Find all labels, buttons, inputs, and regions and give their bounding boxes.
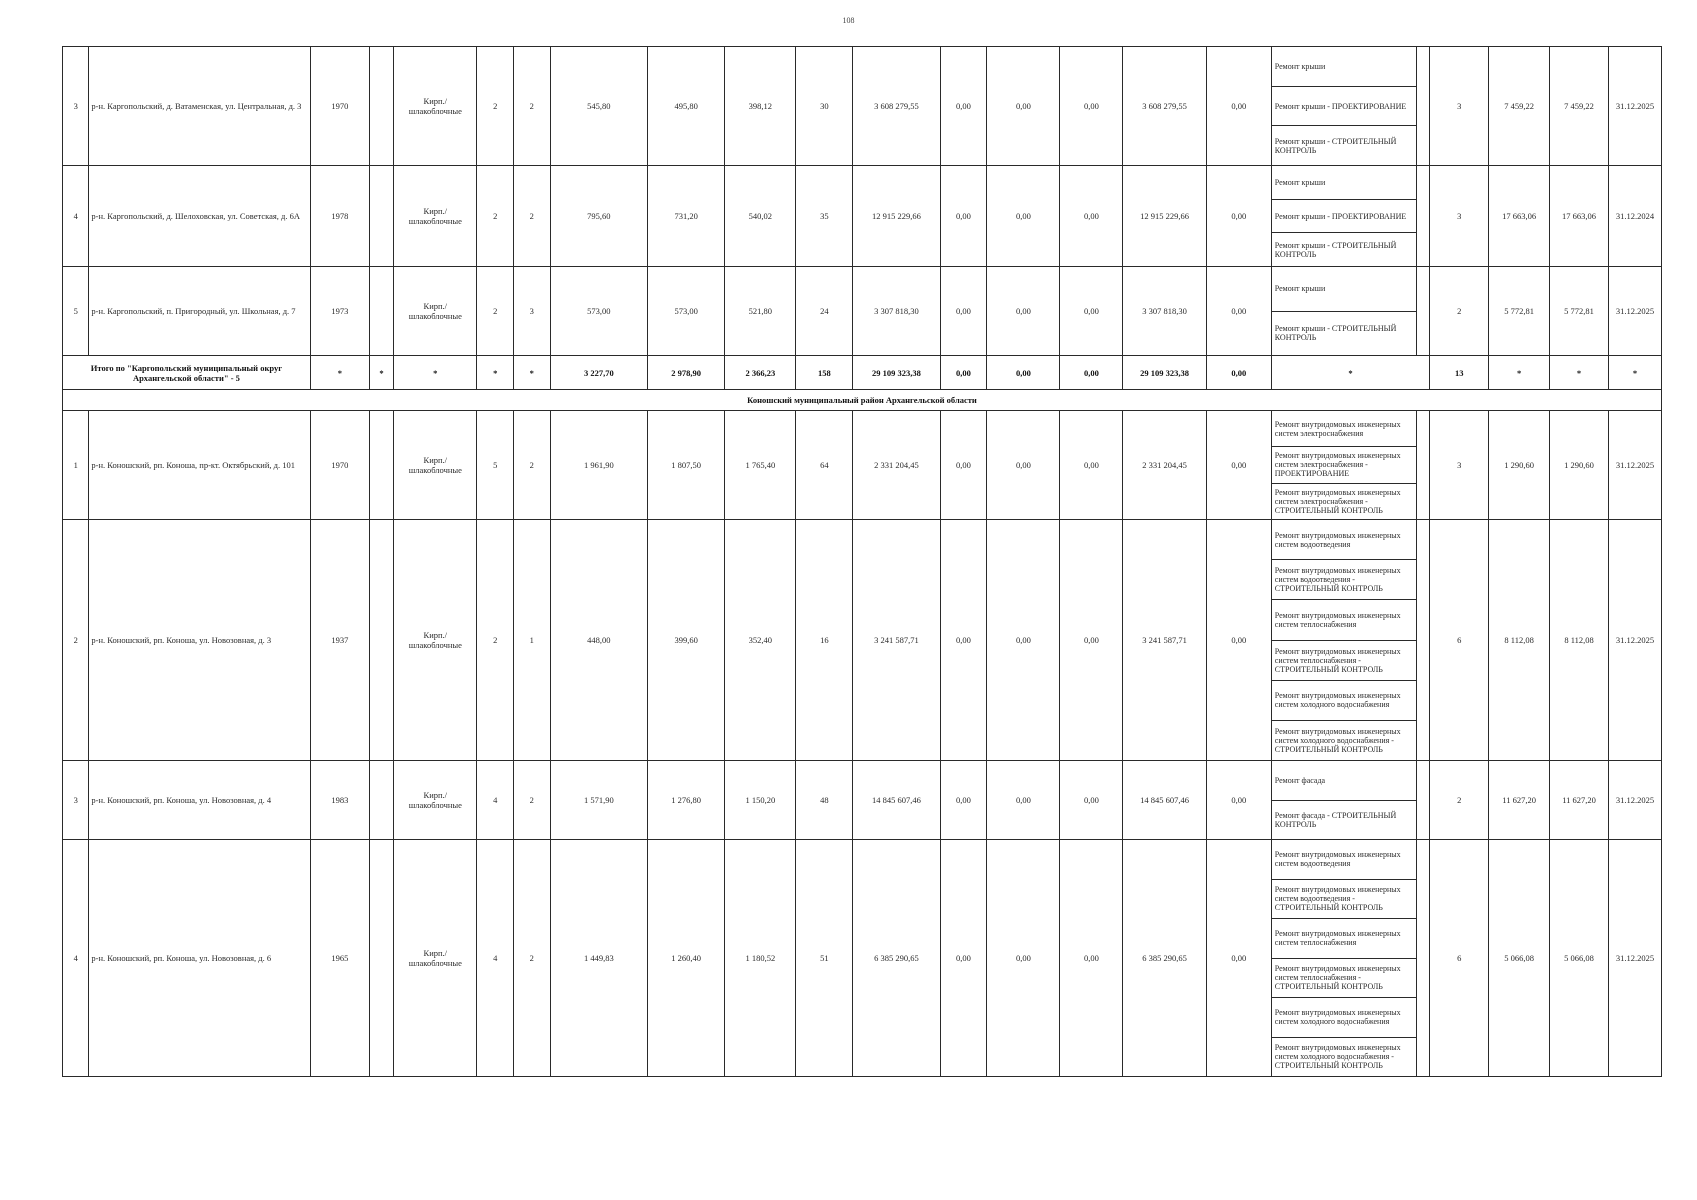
cell-area-resid: 398,12 <box>725 47 796 166</box>
cell-cost-other: 0,00 <box>1206 267 1271 356</box>
cell-cost-other: 0,00 <box>1206 761 1271 840</box>
cell-area-total: 1 449,83 <box>550 840 648 1077</box>
work-item: Ремонт внутридомовых инженерных систем холодного водоснабжения <box>1272 681 1417 721</box>
cell-year-retro <box>369 840 393 1077</box>
cell-cost-total: 3 241 587,71 <box>853 520 940 761</box>
total-star: * <box>1550 356 1609 390</box>
section-title: Коношский муниципальный район Архангельской области <box>63 390 1662 411</box>
cell-unit-cost: 8 112,08 <box>1489 520 1550 761</box>
capital-repair-table <box>62 46 1662 1077</box>
work-item: Ремонт внутридомовых инженерных систем водоотведения <box>1272 840 1417 880</box>
cell-num: 5 <box>63 267 89 356</box>
cell-works-count: 3 <box>1430 166 1489 267</box>
cell-cost-owners: 12 915 229,66 <box>1123 166 1206 267</box>
cell-cost-other: 0,00 <box>1206 166 1271 267</box>
cell-cost-owners: 14 845 607,46 <box>1123 761 1206 840</box>
works-list <box>1271 840 1429 1077</box>
cell-cost-region: 0,00 <box>987 47 1060 166</box>
cell-address: р-н. Коношский, рп. Коноша, ул. Новозовная, д. 6 <box>89 840 310 1077</box>
cell-cost-fund: 0,00 <box>940 840 987 1077</box>
cell-entrances: 3 <box>514 267 551 356</box>
cell-cost-owners: 3 608 279,55 <box>1123 47 1206 166</box>
cell-deadline: 31.12.2025 <box>1609 267 1662 356</box>
cell-material: Кирп./ шлакоблочные <box>394 840 477 1077</box>
works-list <box>1271 267 1429 356</box>
work-item: Ремонт внутридомовых инженерных систем теплоснабжения <box>1272 919 1417 959</box>
cell-year: 1965 <box>310 840 369 1077</box>
cell-cost-region: 0,00 <box>987 520 1060 761</box>
work-item: Ремонт внутридомовых инженерных систем электроснабжения - СТРОИТЕЛЬНЫЙ КОНТРОЛЬ <box>1272 484 1417 519</box>
cell-cost-total: 12 915 229,66 <box>853 166 940 267</box>
kargopol-total <box>63 356 1662 411</box>
cell-area-living: 495,80 <box>648 47 725 166</box>
total-area-total: 3 227,70 <box>550 356 648 390</box>
cell-cost-fund: 0,00 <box>940 520 987 761</box>
total-star: * <box>477 356 514 390</box>
cell-floors: 5 <box>477 411 514 520</box>
cell-entrances: 2 <box>514 761 551 840</box>
total-star: * <box>1489 356 1550 390</box>
work-item: Ремонт крыши - ПРОЕКТИРОВАНИЕ <box>1272 87 1417 127</box>
total-residents: 158 <box>796 356 853 390</box>
cell-floors: 2 <box>477 520 514 761</box>
cell-num: 4 <box>63 840 89 1077</box>
total-star: * <box>1609 356 1662 390</box>
cell-cost-total: 6 385 290,65 <box>853 840 940 1077</box>
cell-unit-limit: 7 459,22 <box>1550 47 1609 166</box>
cell-works-count: 6 <box>1430 520 1489 761</box>
total-cost-local: 0,00 <box>1060 356 1123 390</box>
total-star: * <box>514 356 551 390</box>
cell-address: р-н. Коношский, рп. Коноша, пр-кт. Октябрьский, д. 101 <box>89 411 310 520</box>
work-item: Ремонт внутридомовых инженерных систем водоотведения - СТРОИТЕЛЬНЫЙ КОНТРОЛЬ <box>1272 880 1417 920</box>
cell-year-retro <box>369 47 393 166</box>
cell-unit-limit: 1 290,60 <box>1550 411 1609 520</box>
work-item: Ремонт крыши <box>1272 47 1417 87</box>
works-list <box>1271 411 1429 520</box>
cell-cost-local: 0,00 <box>1060 761 1123 840</box>
cell-residents: 35 <box>796 166 853 267</box>
cell-cost-total: 2 331 204,45 <box>853 411 940 520</box>
cell-cost-local: 0,00 <box>1060 267 1123 356</box>
cell-num: 1 <box>63 411 89 520</box>
cell-works-count: 3 <box>1430 411 1489 520</box>
cell-cost-local: 0,00 <box>1060 411 1123 520</box>
cell-area-living: 399,60 <box>648 520 725 761</box>
house-row <box>63 761 1662 840</box>
cell-area-total: 1 571,90 <box>550 761 648 840</box>
cell-cost-total: 14 845 607,46 <box>853 761 940 840</box>
work-item: Ремонт внутридомовых инженерных систем электроснабжения - ПРОЕКТИРОВАНИЕ <box>1272 447 1417 483</box>
work-item: Ремонт внутридомовых инженерных систем водоотведения <box>1272 520 1417 560</box>
total-cost-fund: 0,00 <box>940 356 987 390</box>
cell-cost-fund: 0,00 <box>940 411 987 520</box>
house-row <box>63 840 1662 1077</box>
cell-cost-owners: 3 307 818,30 <box>1123 267 1206 356</box>
total-cost-region: 0,00 <box>987 356 1060 390</box>
cell-year-retro <box>369 166 393 267</box>
cell-num: 4 <box>63 166 89 267</box>
cell-cost-local: 0,00 <box>1060 47 1123 166</box>
cell-cost-region: 0,00 <box>987 761 1060 840</box>
cell-cost-region: 0,00 <box>987 166 1060 267</box>
cell-material: Кирп./ шлакоблочные <box>394 411 477 520</box>
cell-works-count: 3 <box>1430 47 1489 166</box>
cell-deadline: 31.12.2025 <box>1609 411 1662 520</box>
cell-unit-cost: 5 772,81 <box>1489 267 1550 356</box>
cell-unit-limit: 8 112,08 <box>1550 520 1609 761</box>
cell-area-living: 1 260,40 <box>648 840 725 1077</box>
cell-cost-fund: 0,00 <box>940 761 987 840</box>
total-cost-total: 29 109 323,38 <box>853 356 940 390</box>
work-item: Ремонт внутридомовых инженерных систем холодного водоснабжения - СТРОИТЕЛЬНЫЙ КОНТРОЛЬ <box>1272 1038 1417 1077</box>
cell-cost-local: 0,00 <box>1060 840 1123 1077</box>
total-star: * <box>369 356 393 390</box>
work-item: Ремонт внутридомовых инженерных систем водоотведения - СТРОИТЕЛЬНЫЙ КОНТРОЛЬ <box>1272 560 1417 600</box>
work-item: Ремонт крыши - ПРОЕКТИРОВАНИЕ <box>1272 200 1417 234</box>
cell-area-resid: 1 180,52 <box>725 840 796 1077</box>
section-row <box>63 390 1662 411</box>
cell-area-total: 448,00 <box>550 520 648 761</box>
cell-unit-cost: 5 066,08 <box>1489 840 1550 1077</box>
work-item: Ремонт фасада - СТРОИТЕЛЬНЫЙ КОНТРОЛЬ <box>1272 801 1417 840</box>
work-item: Ремонт внутридомовых инженерных систем теплоснабжения - СТРОИТЕЛЬНЫЙ КОНТРОЛЬ <box>1272 641 1417 681</box>
cell-year: 1983 <box>310 761 369 840</box>
konosha-rows <box>63 411 1662 1077</box>
cell-unit-cost: 17 663,06 <box>1489 166 1550 267</box>
total-row <box>63 356 1662 390</box>
cell-residents: 30 <box>796 47 853 166</box>
total-area-living: 2 978,90 <box>648 356 725 390</box>
page-number: 108 <box>842 16 855 25</box>
cell-unit-limit: 5 772,81 <box>1550 267 1609 356</box>
cell-residents: 48 <box>796 761 853 840</box>
cell-floors: 2 <box>477 166 514 267</box>
cell-floors: 2 <box>477 47 514 166</box>
house-row <box>63 47 1662 166</box>
cell-cost-fund: 0,00 <box>940 166 987 267</box>
cell-cost-total: 3 307 818,30 <box>853 267 940 356</box>
cell-works-count: 6 <box>1430 840 1489 1077</box>
total-star: * <box>310 356 369 390</box>
cell-area-total: 545,80 <box>550 47 648 166</box>
work-item: Ремонт внутридомовых инженерных систем теплоснабжения <box>1272 600 1417 640</box>
cell-deadline: 31.12.2025 <box>1609 840 1662 1077</box>
cell-area-living: 1 276,80 <box>648 761 725 840</box>
cell-year: 1937 <box>310 520 369 761</box>
cell-num: 3 <box>63 761 89 840</box>
cell-address: р-н. Каргопольский, п. Пригородный, ул. Школьная, д. 7 <box>89 267 310 356</box>
cell-area-living: 1 807,50 <box>648 411 725 520</box>
cell-deadline: 31.12.2025 <box>1609 761 1662 840</box>
cell-cost-owners: 2 331 204,45 <box>1123 411 1206 520</box>
cell-year-retro <box>369 411 393 520</box>
cell-entrances: 2 <box>514 840 551 1077</box>
cell-entrances: 1 <box>514 520 551 761</box>
work-item: Ремонт крыши - СТРОИТЕЛЬНЫЙ КОНТРОЛЬ <box>1272 312 1417 356</box>
house-row <box>63 520 1662 761</box>
cell-year-retro <box>369 520 393 761</box>
total-star: * <box>394 356 477 390</box>
works-list <box>1271 761 1429 840</box>
cell-unit-limit: 11 627,20 <box>1550 761 1609 840</box>
total-cost-other: 0,00 <box>1206 356 1271 390</box>
work-item: Ремонт внутридомовых инженерных систем электроснабжения <box>1272 411 1417 447</box>
cell-residents: 24 <box>796 267 853 356</box>
cell-residents: 64 <box>796 411 853 520</box>
cell-area-resid: 540,02 <box>725 166 796 267</box>
cell-area-living: 573,00 <box>648 267 725 356</box>
cell-deadline: 31.12.2025 <box>1609 520 1662 761</box>
cell-cost-owners: 3 241 587,71 <box>1123 520 1206 761</box>
house-row <box>63 411 1662 520</box>
cell-cost-region: 0,00 <box>987 411 1060 520</box>
cell-year-retro <box>369 267 393 356</box>
cell-area-total: 795,60 <box>550 166 648 267</box>
total-cost-owners: 29 109 323,38 <box>1123 356 1206 390</box>
cell-address: р-н. Коношский, рп. Коноша, ул. Новозовная, д. 3 <box>89 520 310 761</box>
total-works-count: 13 <box>1430 356 1489 390</box>
cell-area-living: 731,20 <box>648 166 725 267</box>
works-list <box>1271 47 1429 166</box>
cell-year: 1970 <box>310 411 369 520</box>
cell-cost-fund: 0,00 <box>940 267 987 356</box>
cell-year: 1973 <box>310 267 369 356</box>
cell-floors: 4 <box>477 840 514 1077</box>
cell-works-count: 2 <box>1430 267 1489 356</box>
cell-unit-cost: 11 627,20 <box>1489 761 1550 840</box>
total-label: Итого по "Каргопольский муниципальный округ Архангельской области" - 5 <box>63 356 311 390</box>
works-list <box>1271 520 1429 761</box>
cell-cost-other: 0,00 <box>1206 47 1271 166</box>
cell-deadline: 31.12.2024 <box>1609 166 1662 267</box>
cell-material: Кирп./ шлакоблочные <box>394 520 477 761</box>
work-item: Ремонт крыши - СТРОИТЕЛЬНЫЙ КОНТРОЛЬ <box>1272 126 1417 165</box>
cell-cost-other: 0,00 <box>1206 411 1271 520</box>
total-area-resid: 2 366,23 <box>725 356 796 390</box>
work-item: Ремонт крыши <box>1272 166 1417 200</box>
cell-area-resid: 1 150,20 <box>725 761 796 840</box>
cell-entrances: 2 <box>514 411 551 520</box>
works-list <box>1271 166 1429 267</box>
cell-year-retro <box>369 761 393 840</box>
cell-works-count: 2 <box>1430 761 1489 840</box>
work-item: Ремонт крыши <box>1272 267 1417 312</box>
cell-residents: 16 <box>796 520 853 761</box>
cell-cost-other: 0,00 <box>1206 840 1271 1077</box>
cell-num: 3 <box>63 47 89 166</box>
work-item: Ремонт внутридомовых инженерных систем холодного водоснабжения <box>1272 998 1417 1038</box>
cell-area-total: 1 961,90 <box>550 411 648 520</box>
cell-material: Кирп./ шлакоблочные <box>394 166 477 267</box>
cell-floors: 2 <box>477 267 514 356</box>
cell-area-resid: 521,80 <box>725 267 796 356</box>
cell-cost-total: 3 608 279,55 <box>853 47 940 166</box>
work-item: Ремонт фасада <box>1272 761 1417 801</box>
cell-floors: 4 <box>477 761 514 840</box>
cell-cost-fund: 0,00 <box>940 47 987 166</box>
work-item: Ремонт внутридомовых инженерных систем теплоснабжения - СТРОИТЕЛЬНЫЙ КОНТРОЛЬ <box>1272 959 1417 999</box>
work-item: Ремонт внутридомовых инженерных систем холодного водоснабжения - СТРОИТЕЛЬНЫЙ КОНТРОЛЬ <box>1272 721 1417 760</box>
cell-area-resid: 1 765,40 <box>725 411 796 520</box>
cell-deadline: 31.12.2025 <box>1609 47 1662 166</box>
work-item: Ремонт крыши - СТРОИТЕЛЬНЫЙ КОНТРОЛЬ <box>1272 233 1417 266</box>
cell-address: р-н. Коношский, рп. Коноша, ул. Новозовная, д. 4 <box>89 761 310 840</box>
cell-cost-local: 0,00 <box>1060 520 1123 761</box>
cell-residents: 51 <box>796 840 853 1077</box>
cell-year: 1970 <box>310 47 369 166</box>
cell-address: р-н. Каргопольский, д. Шелоховская, ул. Советская, д. 6А <box>89 166 310 267</box>
house-row <box>63 267 1662 356</box>
cell-num: 2 <box>63 520 89 761</box>
cell-cost-local: 0,00 <box>1060 166 1123 267</box>
cell-area-total: 573,00 <box>550 267 648 356</box>
cell-unit-limit: 5 066,08 <box>1550 840 1609 1077</box>
kargopol-rows <box>63 47 1662 356</box>
cell-cost-owners: 6 385 290,65 <box>1123 840 1206 1077</box>
house-row <box>63 166 1662 267</box>
cell-unit-cost: 1 290,60 <box>1489 411 1550 520</box>
cell-entrances: 2 <box>514 166 551 267</box>
cell-year: 1978 <box>310 166 369 267</box>
cell-material: Кирп./ шлакоблочные <box>394 267 477 356</box>
cell-unit-cost: 7 459,22 <box>1489 47 1550 166</box>
cell-cost-other: 0,00 <box>1206 520 1271 761</box>
cell-unit-limit: 17 663,06 <box>1550 166 1609 267</box>
total-star: * <box>1271 356 1429 390</box>
cell-material: Кирп./ шлакоблочные <box>394 761 477 840</box>
cell-cost-region: 0,00 <box>987 267 1060 356</box>
cell-material: Кирп./ шлакоблочные <box>394 47 477 166</box>
cell-entrances: 2 <box>514 47 551 166</box>
cell-area-resid: 352,40 <box>725 520 796 761</box>
cell-address: р-н. Каргопольский, д. Ватаменская, ул. Центральная, д. 3 <box>89 47 310 166</box>
cell-cost-region: 0,00 <box>987 840 1060 1077</box>
